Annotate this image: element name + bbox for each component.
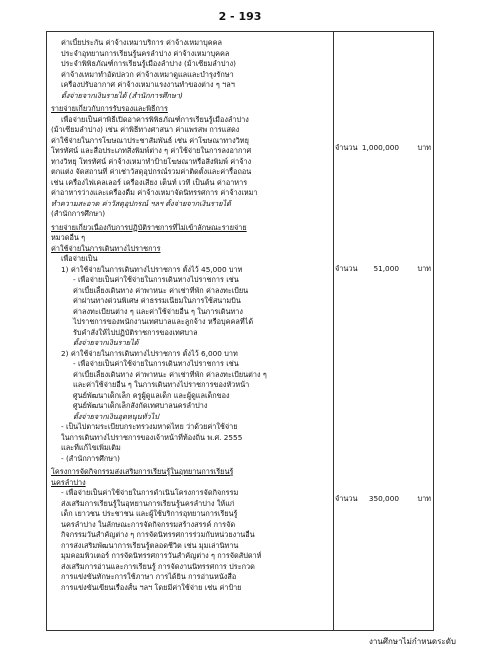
text-line: เด็ก เยาวชน ประชาชน และผู้ใช้บริการอุทยานการเรียนรู้ xyxy=(61,509,238,518)
amount-row-d xyxy=(335,494,431,504)
section-heading: รายจ่ายเกี่ยวกับการรับรองและพิธีการ xyxy=(51,104,168,113)
text-line: ค่าใช้จ่ายในการโฆษณาประชาสัมพันธ์ เช่น ค่าโฆษณาทางวิทยุ xyxy=(51,135,249,145)
text-line: ประจำอุทยานการเรียนรู้นครลำปาง ค่าจ้างเหมาบุคคล xyxy=(61,48,230,58)
text-line: ทางวิทยุ โทรทัศน์ ค่าจ้างเหมาทำป้ายโฆษณาหรือสิ่งพิมพ์ ค่าจ้าง xyxy=(51,156,252,166)
amount-value: 51,000 xyxy=(373,264,399,273)
text-line: ค่าผ่านทางด่วนพิเศษ ค่าธรรมเนียมในการใช้สนามบิน xyxy=(73,296,241,305)
text-line: ประจำพิพิธภัณฑ์การเรียนรู้เมืองลำปาง (ม้าเซียมลำปาง) xyxy=(61,59,237,68)
budget-table xyxy=(46,31,434,631)
item-number: 2) xyxy=(61,348,69,358)
text-line: - เป็นไปตามระเบียบกระทรวงมหาดไทย ว่าด้วยค่าใช้จ่าย xyxy=(61,422,238,431)
subsection-heading: ค่าใช้จ่ายในการเดินทางไปราชการ xyxy=(51,243,161,253)
text-line: เครื่องปรับอากาศ ค่าจ้างเหมาแรงงานทำของต่าง ๆ ฯลฯ xyxy=(61,80,235,89)
section-heading: รายจ่ายเกี่ยวเนื่องกับการปฏิบัติราชการที่ไม่เข้าลักษณะรายจ่าย xyxy=(51,222,247,232)
unit-label: จำนวน xyxy=(335,494,358,503)
text-line: ค่าเบี้ยประกัน ค่าจ้างเหมาบริการ ค่าจ้างเหมาบุคคล xyxy=(61,38,222,47)
item-number: 1) xyxy=(61,264,69,274)
text-line: การแข่งขันทักษะการใช้ภาษา การได้ยิน การอ่านหนังสือ xyxy=(61,572,237,581)
text-line: เพื่อจ่ายเป็น xyxy=(61,254,98,263)
text-line: ศูนย์พัฒนาเด็กเล็กสังกัดเทศบาลนครลำปาง xyxy=(73,401,208,410)
text-line: - (สำนักการศึกษา) xyxy=(61,453,120,463)
description-column xyxy=(51,38,331,596)
column-divider xyxy=(333,32,334,630)
text-line: เพื่อจ่ายเป็นค่าพิธีเปิดอาคารพิพิธภัณฑ์การเรียนรู้เมืองลำปาง xyxy=(61,114,249,124)
text-line: ในการเดินทางไปราชการของเจ้าหน้าที่ท้องถิ่น พ.ศ. 2555 xyxy=(61,432,243,442)
text-line: นครลำปาง ในลักษณะการจัดกิจกรรมสร้างสรรค์ การจัด xyxy=(61,519,236,529)
text-line: โทรทัศน์ และสื่อประเภทสิ่งพิมพ์ต่าง ๆ ค่าใช้จ่ายในการลงอากาศ xyxy=(51,146,252,155)
text-line: กิจกรรมวันสำคัญต่าง ๆ การจัดนิทรรศการร่วมกับหน่วยงานอื่น xyxy=(61,530,255,539)
text-line: ทำความสะอาด ค่าวัสดุอุปกรณ์ ฯลฯ ตั้งจ่ายจากเงินรายได้ xyxy=(51,198,231,208)
unit-label: จำนวน xyxy=(335,143,358,152)
text-line: (ม้าเซียมลำปาง) เช่น ค่าพิธีทางศาสนา ค่าแพรสพ การแสดง xyxy=(51,125,240,134)
section-heading: นครลำปาง xyxy=(51,477,86,487)
page-footer: งานศึกษาไม่กำหนดระดับ xyxy=(369,637,456,646)
text-line: ศูนย์พัฒนาเด็กเล็ก ครูผู้ดูแลเด็ก และผู้ดูแลเด็กของ xyxy=(73,390,230,400)
text-line: การแข่งขันเขียนเรื่องสั้น ฯลฯ โดยมีค่าใช้จ่าย เช่น ค่าป้าย xyxy=(61,582,242,592)
text-line: ค่าเบี้ยเลี้ยงเดินทาง ค่าพาหนะ ค่าเช่าที่พัก ค่าลงทะเบียน xyxy=(73,285,249,295)
unit-label: จำนวน xyxy=(335,264,358,273)
text-line: ค่าเบี้ยเลี้ยงเดินทาง ค่าพาหนะ ค่าเช่าที่พัก ค่าลงทะเบียนต่าง ๆ xyxy=(73,369,267,379)
item-title: ค่าใช้จ่ายในการเดินทางไปราชการ ตั้งไว้ 6,000 บาท xyxy=(70,348,238,358)
text-line: ตกแต่ง จัดสถานที่ ค่าเช่าวัสดุอุปกรณ์รวมค่าติดตั้งและค่ารื้อถอน xyxy=(51,167,252,176)
text-line: ค่าจ้างเหมาทำอัดปลวก ค่าจ้างเหมาดูแลและบำรุงรักษา xyxy=(61,69,234,79)
item-title: ค่าใช้จ่ายในการเดินทางไปราชการ ตั้งไว้ 45,000 บาท xyxy=(70,264,243,274)
text-line: (สำนักการศึกษา) xyxy=(51,209,106,218)
page-number: 2 - 193 xyxy=(218,10,262,23)
section-heading: หมวดอื่น ๆ xyxy=(51,233,86,242)
text-line: ค่าอาหารว่างและเครื่องดื่ม ค่าจ้างเหมาจัดนิทรรศการ ค่าจ้างเหมา xyxy=(51,188,258,197)
text-line: ตั้งจ่ายจากเงินรายได้ (สำนักการศึกษา) xyxy=(61,90,183,100)
text-line: ส่งเสริมการอ่านและการเรียนรู้ การจัดงานนิทรรศการ ประกวด xyxy=(61,561,255,571)
text-line: รับคำสั่งให้ไปปฏิบัติราชการของเทศบาล xyxy=(73,327,198,337)
block-c xyxy=(51,223,331,465)
text-line: และที่แก้ไขเพิ่มเติม xyxy=(61,443,121,452)
currency-label: บาท xyxy=(417,143,431,152)
text-line: ตั้งจ่ายจากเงินอุดหนุนทั่วไป xyxy=(73,411,159,421)
text-line: - เพื่อจ่ายเป็นค่าใช้จ่ายในการเดินทางไปราชการ เช่น xyxy=(73,359,239,368)
block-d xyxy=(51,467,331,593)
block-b xyxy=(51,104,331,220)
currency-label: บาท xyxy=(417,494,431,503)
text-line: - เพื่อจ่ายเป็นค่าใช้จ่ายในการดำเนินโครงการจัดกิจกรรม xyxy=(61,488,239,497)
amount-value: 1,000,000 xyxy=(361,143,399,152)
text-line: การส่งเสริมพัฒนาการเรียนรู้ตลอดชีวิต เช่น มุมเล่านิทาน xyxy=(61,540,239,550)
text-line: ส่งเสริมการเรียนรู้ในอุทยานการเรียนรู้นครลำปาง ให้แก่ xyxy=(61,498,235,508)
text-line: ไปราชการของพนักงานเทศบาลและลูกจ้าง หรือบุคคลที่ได้ xyxy=(73,317,254,326)
amount-row-b xyxy=(335,143,431,153)
text-line: มุมคอมพิวเตอร์ การจัดนิทรรศการวันสำคัญต่าง ๆ การจัดสัปดาห์ xyxy=(61,551,262,560)
section-heading: โครงการจัดกิจกรรมส่งเสริมการเรียนรู้ในอุทยานการเรียนรู้ xyxy=(51,467,234,476)
amount-row-c xyxy=(335,264,431,274)
text-line: ค่าลงทะเบียนต่าง ๆ และค่าใช้จ่ายอื่น ๆ ในการเดินทาง xyxy=(73,306,243,316)
amount-value: 350,000 xyxy=(368,494,399,503)
text-line: ตั้งจ่ายจากเงินรายได้ xyxy=(73,338,139,347)
text-line: เช่น เครื่องไฟเคลเลอร์ เครื่องเสียง เต็นท์ เวที เป็นต้น ค่าอาหาร xyxy=(51,177,248,187)
text-line: และค่าใช้จ่ายอื่น ๆ ในการเดินทางไปราชการของหัวหน้า xyxy=(73,380,250,389)
block-a xyxy=(51,38,331,101)
currency-label: บาท xyxy=(417,264,431,273)
text-line: - เพื่อจ่ายเป็นค่าใช้จ่ายในการเดินทางไปราชการ เช่น xyxy=(73,275,239,284)
